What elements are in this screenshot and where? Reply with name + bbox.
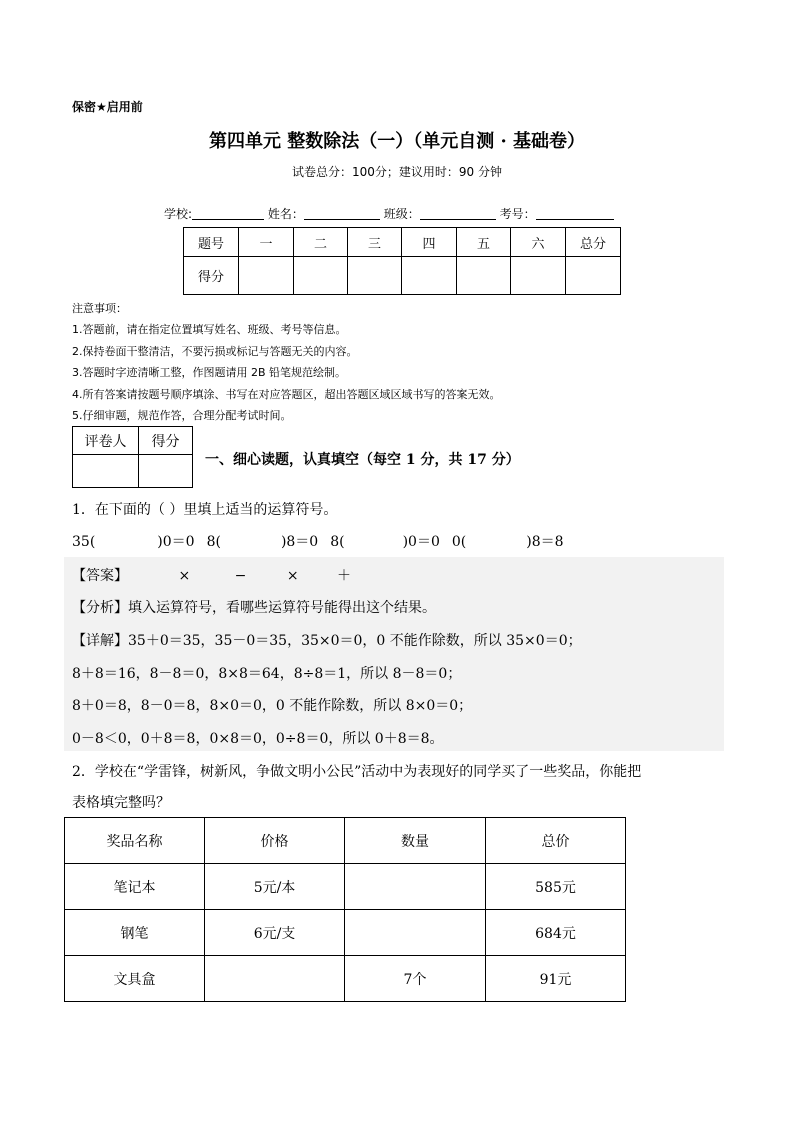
detail-line: 【详解】35＋0＝35，35－0＝35，35×0＝0，0 不能作除数，所以 35×0＝0； xyxy=(72,633,582,649)
total-cell: 585元 xyxy=(486,864,626,910)
detail-line: 8＋0＝8，8－0＝8，8×0＝0，0 不能作除数，所以 8×0＝0； xyxy=(72,698,473,714)
price-cell: 5元/本 xyxy=(205,864,345,910)
question-1-expressions xyxy=(72,531,564,551)
prize-table xyxy=(64,817,626,1002)
prize-name-cell: 钢笔 xyxy=(65,910,205,956)
school-label: 学校: xyxy=(164,207,193,221)
school-field[interactable] xyxy=(192,207,264,220)
score-cell[interactable] xyxy=(457,257,511,295)
prize-table-header: 数量 xyxy=(345,818,486,864)
answer-label: 【答案】 xyxy=(72,568,128,584)
notice-item: 1.答题前，请在指定位置填写姓名、班级、考号等信息。 xyxy=(72,323,347,336)
score-table xyxy=(183,227,621,295)
detail-line: 0－8＜0，0＋8＝8，0×8＝0，0÷8＝0，所以 0＋8＝8。 xyxy=(72,731,444,747)
confidential-label: 保密★启用前 xyxy=(72,100,143,114)
prize-name-cell: 文具盒 xyxy=(65,956,205,1002)
notice-item: 5.仔细审题，规范作答，合理分配考试时间。 xyxy=(72,409,292,422)
quantity-cell[interactable] xyxy=(345,864,486,910)
answer-operator: × xyxy=(286,568,299,584)
page-title: 第四单元 整数除法（一）（单元自测 · 基础卷） xyxy=(208,131,586,152)
exam-number-label: 考号： xyxy=(499,207,536,221)
notice-title: 注意事项： xyxy=(72,302,127,315)
prize-table-header: 总价 xyxy=(486,818,626,864)
expression-part: 8( xyxy=(330,534,345,550)
question-2-text: 2．学校在“学雷锋，树新风，争做文明小公民”活动中为表现好的同学买了一些奖品，你能把 xyxy=(72,764,642,780)
score-table-col: 一 xyxy=(239,228,294,257)
exam-number-field[interactable] xyxy=(536,207,614,220)
score-cell[interactable] xyxy=(294,257,348,295)
analysis-text: 【分析】填入运算符号，看哪些运算符号能得出这个结果。 xyxy=(72,600,436,616)
name-field[interactable] xyxy=(304,207,380,220)
score-table-col: 五 xyxy=(457,228,511,257)
score-table-col: 六 xyxy=(511,228,566,257)
answer-line xyxy=(72,565,351,585)
score-table-col: 四 xyxy=(402,228,457,257)
class-field[interactable] xyxy=(420,207,496,220)
answer-block xyxy=(64,557,724,751)
table-row xyxy=(65,864,626,910)
quantity-cell: 7个 xyxy=(345,956,486,1002)
answer-operator: × xyxy=(178,568,191,584)
score-table-col: 三 xyxy=(348,228,402,257)
score-table-header-label: 题号 xyxy=(184,228,239,257)
class-label: 班级： xyxy=(383,207,420,221)
answer-operator: ＋ xyxy=(337,568,352,584)
expression-part: 35( xyxy=(72,534,96,550)
quantity-cell[interactable] xyxy=(345,910,486,956)
section-1-title: 一、细心读题，认真填空（每空 1 分，共 17 分） xyxy=(205,452,520,468)
score-cell[interactable] xyxy=(239,257,294,295)
price-cell: 6元/支 xyxy=(205,910,345,956)
prize-name-cell: 笔记本 xyxy=(65,864,205,910)
grader-reviewer-label: 评卷人 xyxy=(73,427,139,455)
score-cell[interactable] xyxy=(402,257,457,295)
score-cell[interactable] xyxy=(348,257,402,295)
grader-reviewer-cell[interactable] xyxy=(73,455,139,488)
prize-table-header: 奖品名称 xyxy=(65,818,205,864)
prize-table-header: 价格 xyxy=(205,818,345,864)
grader-table xyxy=(72,426,193,488)
grader-score-label: 得分 xyxy=(139,427,193,455)
score-table-col: 二 xyxy=(294,228,348,257)
page-subtitle: 试卷总分：100分；建议用时：90 分钟 xyxy=(292,165,502,179)
name-label: 姓名： xyxy=(267,207,304,221)
expression-part: )8＝0 xyxy=(280,534,319,550)
expression-part: 8( xyxy=(206,534,221,550)
question-1-text: 1．在下面的（ ）里填上适当的运算符号。 xyxy=(72,502,338,518)
total-cell: 684元 xyxy=(486,910,626,956)
expression-part: )0＝0 xyxy=(157,534,195,550)
notice-item: 2.保持卷面干整清洁，不要污损或标记与答题无关的内容。 xyxy=(72,345,358,358)
total-cell: 91元 xyxy=(486,956,626,1002)
answer-operator: − xyxy=(234,568,247,584)
score-table-col: 总分 xyxy=(566,228,621,257)
grader-score-cell[interactable] xyxy=(139,455,193,488)
student-info-line xyxy=(164,205,614,222)
score-cell[interactable] xyxy=(566,257,621,295)
expression-part: )0＝0 xyxy=(402,534,440,550)
notice-item: 4.所有答案请按题号顺序填涂、书写在对应答题区，超出答题区域区域书写的答案无效。 xyxy=(72,388,501,401)
question-2-text-cont: 表格填完整吗？ xyxy=(72,795,170,811)
detail-line: 8＋8＝16，8－8＝0，8×8＝64，8÷8＝1，所以 8－8＝0； xyxy=(72,666,462,682)
score-table-row-label: 得分 xyxy=(184,257,239,295)
expression-part: 0( xyxy=(451,534,467,550)
table-row xyxy=(65,956,626,1002)
price-cell[interactable] xyxy=(205,956,345,1002)
score-cell[interactable] xyxy=(511,257,566,295)
expression-part: )8＝8 xyxy=(526,534,564,550)
notice-item: 3.答题时字迹清晰工整，作图题请用 2B 铅笔规范绘制。 xyxy=(72,366,347,379)
table-row xyxy=(65,910,626,956)
